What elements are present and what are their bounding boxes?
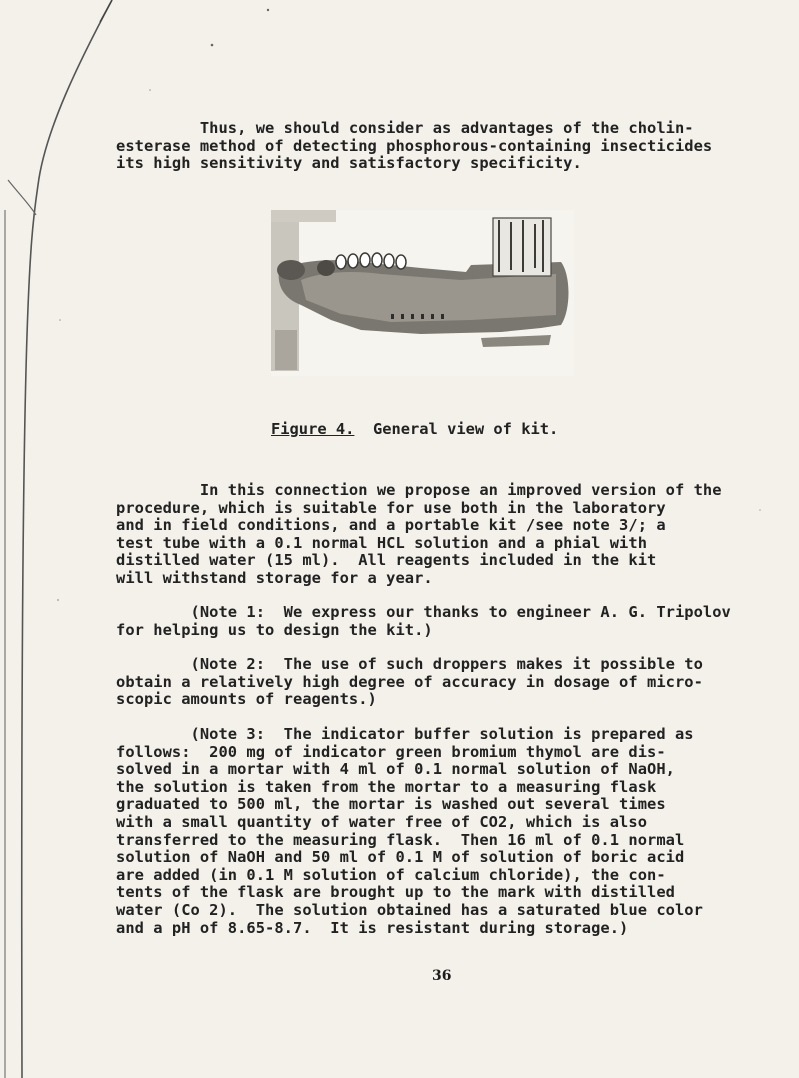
page-number: 36 (432, 968, 452, 984)
figure-caption (271, 420, 558, 438)
paragraph-improved-procedure: In this connection we propose an improved version of the procedure, which is suitable for use both in the laboratory and in field conditions, and a portable kit /see note 3/; a test tube with a 0.1 normal HCL solution and a phial with distilled water (15 ml). All reagents included in the kit will withstand storage for a year. (116, 481, 722, 587)
figure-caption-text: General view of kit. (354, 420, 559, 438)
paragraph-advantages: Thus, we should consider as advantages of the cholin- esterase method of detecting phosphorous-containing insecticides its high sensitivity and satisfactory specificity. (116, 119, 713, 173)
figure-label: Figure 4. (271, 420, 355, 438)
paragraph-note-3: (Note 3: The indicator buffer solution is prepared as follows: 200 mg of indicator green bromium thymol are dis- solved in a mortar with 4 ml of 0.1 normal solution of NaOH, the solution is taken from the mortar to a measuring flask graduated to 500 ml, the mortar is washed out several times with a small quantity of water free of CO2, which is also transferred to the measuring flask. Then 16 ml of 0.1 normal solution of NaOH and 50 ml of 0.1 M of solution of boric acid are added (in 0.1 M solution of calcium chloride), the con- tents of the flask are brought up to the mark with distilled water (Co 2). The solution obtained has a saturated blue color and a pH of 8.65-8.7. It is resistant during storage.) (116, 725, 703, 937)
paragraph-note-1: (Note 1: We express our thanks to engineer A. G. Tripolov for helping us to design the kit.) (116, 603, 731, 639)
paragraph-note-2: (Note 2: The use of such droppers makes it possible to obtain a relatively high degree of accuracy in dosage of micro- scopic amounts of reagents.) (116, 655, 703, 709)
kit-photo (271, 210, 574, 376)
